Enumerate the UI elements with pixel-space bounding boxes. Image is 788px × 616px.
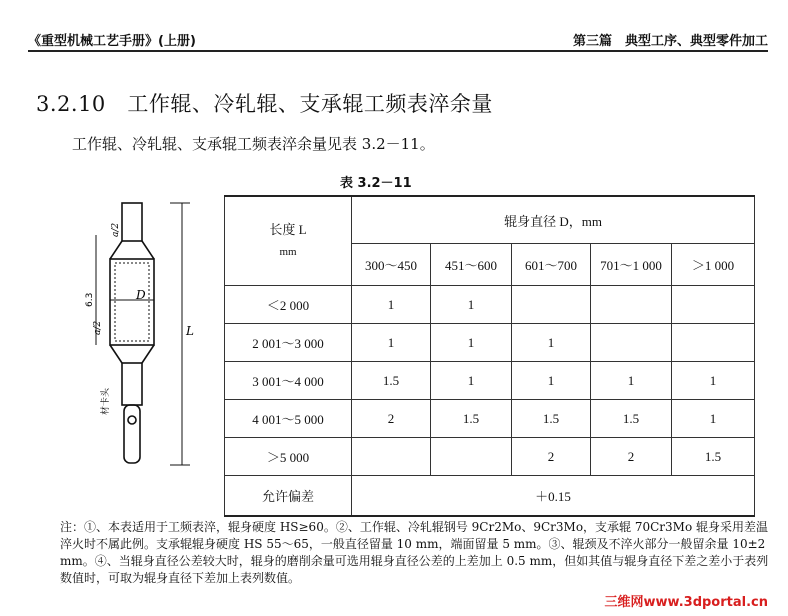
length-cell: 4 001～5 000 [225,400,352,438]
diameter-range: 300～450 [352,244,431,286]
chapter-title: 第三篇 典型工序、典型零件加工 [572,34,768,49]
length-unit: mm [279,245,297,258]
diameter-range: 701～1 000 [591,244,672,286]
length-header-cell [225,196,352,286]
value-cell [591,286,672,324]
diameter-label: D [136,288,146,302]
length-label: L [186,324,194,338]
value-cell: 2 [591,438,672,476]
length-cell: 2 001～3 000 [225,324,352,362]
bottom-flare-shape [110,345,154,363]
value-cell: 1.5 [512,400,591,438]
value-cell: 1 [431,286,512,324]
tolerance-label: 允许偏差 [225,476,352,516]
value-cell [672,286,755,324]
value-cell: 2 [512,438,591,476]
hardened-layer-shape [115,263,149,341]
value-cell: 1 [352,286,431,324]
end-shaft-shape [124,405,140,463]
table-caption: 表 3.2－11 [340,176,412,191]
top-a-half-label: a/2 [111,222,121,237]
roll-diagram [70,195,220,500]
value-cell: 1 [512,324,591,362]
diameter-range: ＞1 000 [672,244,755,286]
table-row [225,286,755,324]
value-cell: 1 [591,362,672,400]
diameter-header: 辊身直径 D，mm [352,196,755,244]
value-cell: 1 [431,362,512,400]
value-cell [431,438,512,476]
section-heading [36,88,493,118]
table-row [225,400,755,438]
value-cell: 1 [431,324,512,362]
value-cell: 1.5 [352,362,431,400]
top-flare-shape [110,241,154,259]
tolerance-value: ＋0.15 [352,476,755,516]
value-cell [672,324,755,362]
value-cell: 1 [672,400,755,438]
intro-paragraph: 工作辊、冷轧辊、支承辊工频表淬余量见表 3.2－11。 [72,135,435,153]
book-title: 《重型机械工艺手册》(上册) [28,34,196,49]
side-note-label: 材卡头 [101,387,111,415]
top-neck-shape [122,203,142,241]
running-header [28,22,768,52]
diameter-range: 451～600 [431,244,512,286]
value-cell: 1.5 [672,438,755,476]
table-row [225,438,755,476]
value-cell: 1.5 [431,400,512,438]
end-hole-shape [128,416,136,424]
length-cell: ＞5 000 [225,438,352,476]
table-row [225,362,755,400]
section-title: 工作辊、冷轧辊、支承辊工频表淬余量 [127,92,493,116]
value-cell: 2 [352,400,431,438]
value-cell: 1.5 [591,400,672,438]
value-cell: 1 [672,362,755,400]
value-cell: 1 [352,324,431,362]
value-cell [512,286,591,324]
side-a-half-label: a/2 [93,320,103,335]
table-notes: 注：①、本表适用于工频表淬，辊身硬度 HS≥60。②、工作辊、冷轧辊钢号 9Cr2Mo、9Cr3Mo，支承辊 70Cr3Mo 辊身采用差温淬火时不属此例。支承辊辊身硬度 HS 55～65，一般直径留量 10 mm，端面留量 5 mm。③、辊颈及不淬火部分一般留余量 10±2 mm。④、当辊身直径公差较大时，辊身的磨削余量可选用辊身直径公差的上差加上 0.5 mm，但如其值与辊身直径下差之差小于表列数值时，可取为辊身直径下差加上表列数值。 [60,520,769,585]
length-cell: ＜2 000 [225,286,352,324]
length-cell: 3 001～4 000 [225,362,352,400]
diameter-range: 601～700 [512,244,591,286]
section-number: 3.2.10 [36,92,106,116]
allowance-table [224,195,755,517]
value-cell: 1 [512,362,591,400]
table-row [225,324,755,362]
value-cell [591,324,672,362]
roughness-label: 6.3 [85,292,95,307]
site-watermark: 三维网www.3dportal.cn [604,595,768,610]
roll-body-shape [110,259,154,345]
tolerance-row [225,476,755,516]
value-cell [352,438,431,476]
bottom-neck-shape [122,363,142,405]
length-header: 长度 L [269,221,307,237]
